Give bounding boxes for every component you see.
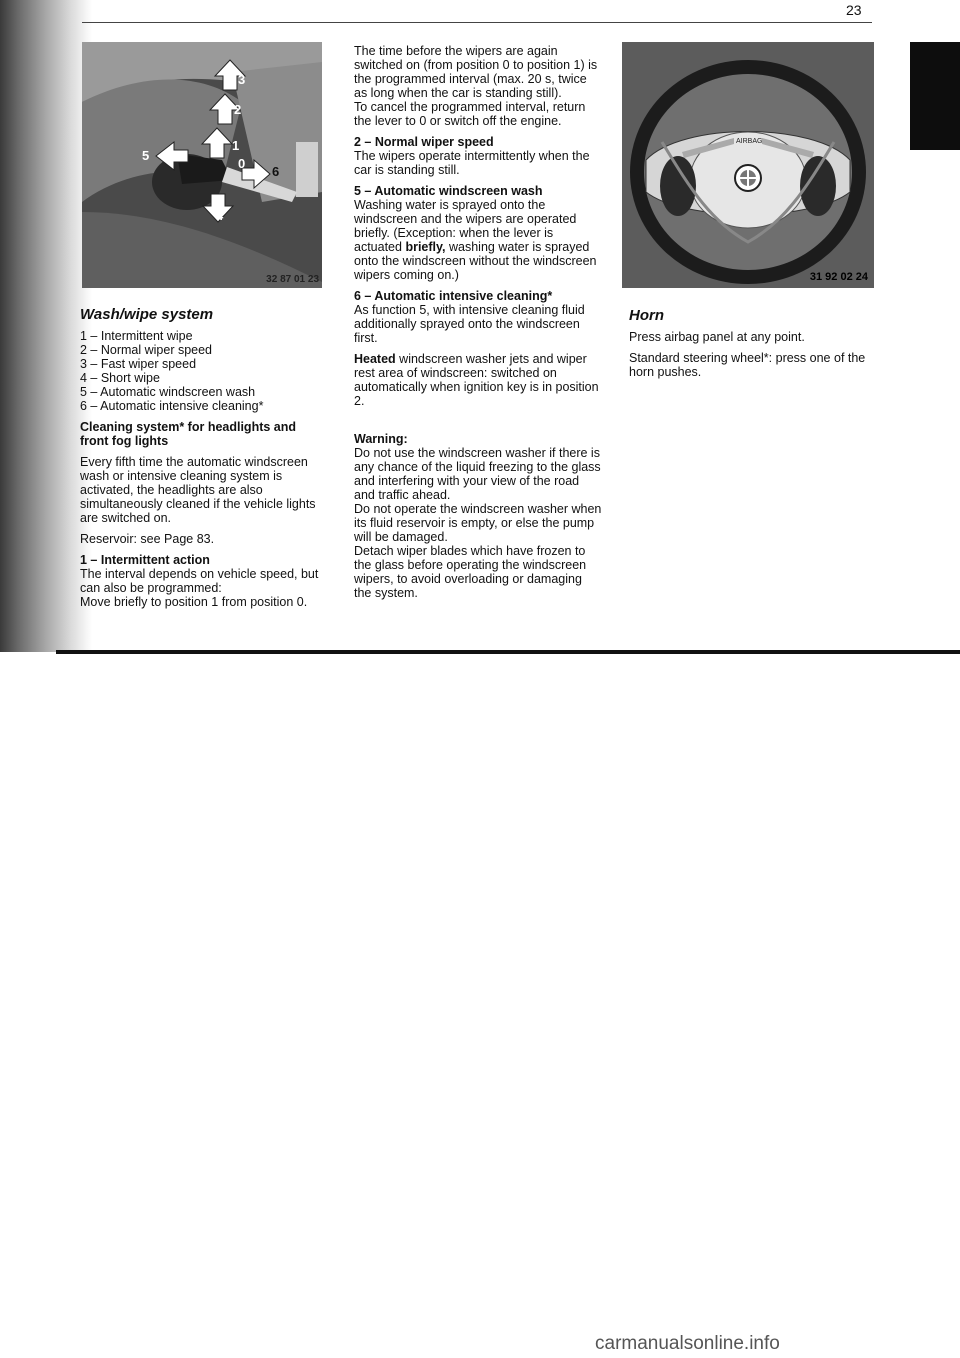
- normal-speed-text: The wipers operate intermittently when the car is standing still.: [354, 149, 590, 177]
- middle-column: [354, 44, 602, 600]
- move-text: Move briefly to position 1 from position 0.: [80, 595, 308, 609]
- lever-label-1: 1: [232, 138, 240, 153]
- lever-label-4: 4: [216, 208, 224, 223]
- auto-wash-bold: briefly,: [405, 240, 446, 254]
- auto-wash-text: [354, 198, 602, 282]
- heated-text-part: windscreen washer jets and wiper rest area of windscreen: switched on automatically when ignition key is in position 2.: [354, 352, 599, 408]
- list-item: 2 – Normal wiper speed: [80, 343, 213, 357]
- warning-text: Do not operate the windscreen washer when its fluid reservoir is empty, or else the pump will be damaged.: [354, 502, 602, 544]
- steering-wheel-illustration: [622, 42, 874, 288]
- section-title-wash-wipe: Wash/wipe system: [80, 306, 214, 323]
- page-number: 23: [846, 2, 862, 18]
- list-item: 5 – Automatic windscreen wash: [80, 385, 256, 399]
- cleaning-heading: Cleaning system* for headlights and front fog lights: [80, 420, 297, 448]
- auto-wash-text-part: washing water is sprayed onto the windscreen without the windscreen wipers coming on.): [354, 240, 597, 282]
- intensive-cleaning-heading: 6 – Automatic intensive cleaning*: [354, 289, 553, 303]
- wiper-lever-illustration: [82, 42, 322, 288]
- lever-label-5: 5: [142, 148, 150, 163]
- warning-text: Detach wiper blades which have frozen to the glass before operating the windscreen wipers, to avoid overloading or damaging the system.: [354, 544, 587, 600]
- horn-text: Standard steering wheel*: press one of the horn pushes.: [629, 351, 866, 379]
- lever-label-2: 2: [234, 102, 242, 117]
- warning-heading: Warning:: [354, 432, 408, 446]
- list-item: 3 – Fast wiper speed: [80, 357, 197, 371]
- lever-label-3: 3: [238, 72, 246, 87]
- reservoir-text: Reservoir: see Page 83.: [80, 532, 215, 546]
- right-column: [629, 309, 877, 386]
- page-gutter-shadow: [0, 0, 92, 652]
- heated-jets-text: [354, 352, 602, 408]
- lever-label-6: 6: [272, 164, 280, 179]
- auto-wash-text-part: Washing water is sprayed onto the windscreen and the wipers are operated briefly. (Exception: when the lever is actuated: [354, 198, 577, 254]
- cleaning-text: Every fifth time the automatic windscreen wash or intensive cleaning system is activated, the headlights are also simultaneously cleaned if the vehicle lights are switched on.: [80, 455, 316, 525]
- wiper-lever-figure: [82, 42, 322, 288]
- thumb-index-tab: [910, 42, 960, 150]
- airbag-label: AIRBAG: [736, 138, 763, 145]
- cancel-interval-text: To cancel the programmed interval, return the lever to 0 or switch off the engine.: [354, 100, 586, 128]
- figure-code: 32 87 01 23: [266, 274, 319, 285]
- list-item: 4 – Short wipe: [80, 371, 160, 385]
- list-item: 6 – Automatic intensive cleaning*: [80, 399, 264, 413]
- intensive-cleaning-text: As function 5, with intensive cleaning fluid additionally sprayed onto the windscreen first.: [354, 303, 585, 345]
- bottom-rule: [56, 650, 960, 654]
- watermark: carmanualsonline.info: [595, 1333, 780, 1354]
- intermittent-heading: 1 – Intermittent action: [80, 553, 210, 567]
- interval-intro: The time before the wipers are again switched on (from position 0 to position 1) is the programmed interval (max. 20 s, twice as long when the car is standing still).: [354, 44, 598, 100]
- list-item: 1 – Intermittent wipe: [80, 329, 193, 343]
- steering-wheel-figure: [622, 42, 874, 288]
- normal-speed-heading: 2 – Normal wiper speed: [354, 135, 494, 149]
- warning-text: Do not use the windscreen washer if there is any chance of the liquid freezing to the glass and interfering with your view of the road and traffic ahead.: [354, 446, 601, 502]
- intermittent-text: The interval depends on vehicle speed, but can also be programmed:: [80, 567, 319, 595]
- top-rule: [82, 22, 872, 23]
- figure-code: 31 92 02 24: [809, 271, 868, 283]
- heated-bold: Heated: [354, 352, 396, 366]
- section-title-horn: Horn: [629, 307, 664, 324]
- auto-wash-heading: 5 – Automatic windscreen wash: [354, 184, 543, 198]
- lever-label-0: 0: [238, 156, 246, 171]
- left-column: [80, 308, 325, 616]
- horn-text: Press airbag panel at any point.: [629, 330, 805, 344]
